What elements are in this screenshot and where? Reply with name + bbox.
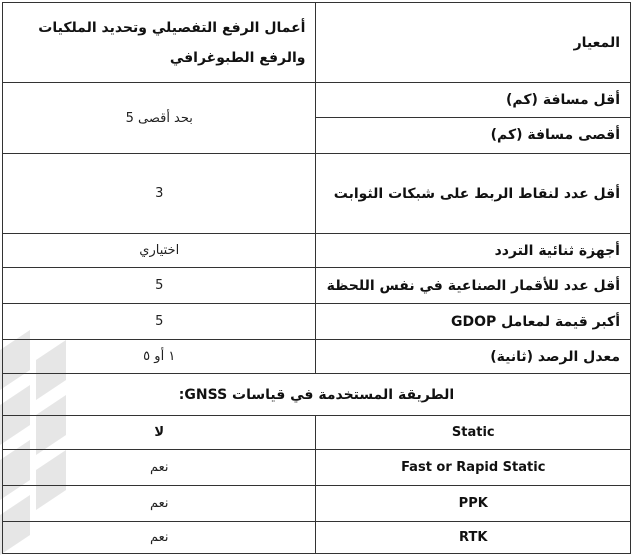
- value-cell: اختياري: [3, 234, 316, 268]
- header-left-cell: [3, 3, 316, 83]
- header-left-text: أعمال الرفع التفصيلي وتحديد الملكيات والرفع الطبوغرافي: [38, 19, 306, 66]
- method-row: [3, 416, 631, 450]
- min-satellites-label: أقل عدد للأقمار الصناعية في نفس اللحظة: [316, 268, 631, 304]
- header-right-cell: [316, 3, 631, 83]
- min-distance-label: أقل مسافة (كم): [316, 83, 630, 118]
- header-row: [3, 3, 631, 83]
- method-value: لا: [3, 416, 316, 450]
- max-distance-label: أقصى مسافة (كم): [490, 127, 620, 143]
- method-name: PPK: [316, 486, 631, 522]
- method-value: نعم: [3, 486, 316, 522]
- table-row: [3, 304, 631, 340]
- label-cell: [316, 154, 631, 234]
- value-cell: ١ أو ٥: [3, 340, 316, 374]
- method-value: نعم: [3, 450, 316, 486]
- table-row: [3, 154, 631, 234]
- method-row: [3, 522, 631, 554]
- value-cell: 5: [3, 268, 316, 304]
- max-gdop-label: أكبر قيمة لمعامل GDOP: [316, 304, 631, 340]
- method-row: [3, 450, 631, 486]
- header-criterion-text: المعيار: [573, 34, 620, 51]
- observation-rate-label: معدل الرصد (ثانية): [316, 340, 631, 374]
- gnss-standards-table: [2, 2, 631, 554]
- table-row: [3, 234, 631, 268]
- method-row: [3, 486, 631, 522]
- distance-value: بحد أقصى 5: [125, 110, 193, 126]
- table-row: [3, 340, 631, 374]
- method-value: نعم: [3, 522, 316, 554]
- value-cell: 5: [3, 304, 316, 340]
- method-name: Fast or Rapid Static: [316, 450, 631, 486]
- dual-frequency-label: أجهزة ثنائية التردد: [316, 234, 631, 268]
- table-row: [3, 83, 631, 154]
- min-tie-points-label: أقل عدد لنقاط الربط على شبكات الثوابت: [333, 185, 620, 202]
- section-title: الطريقة المستخدمة في قياسات GNSS:: [3, 374, 631, 416]
- distance-labels-cell: [316, 83, 631, 154]
- value-cell: 3: [3, 154, 316, 234]
- method-name: Static: [316, 416, 631, 450]
- method-name: RTK: [316, 522, 631, 554]
- distance-value-cell: [3, 83, 316, 154]
- table-row: [3, 268, 631, 304]
- section-row: [3, 374, 631, 416]
